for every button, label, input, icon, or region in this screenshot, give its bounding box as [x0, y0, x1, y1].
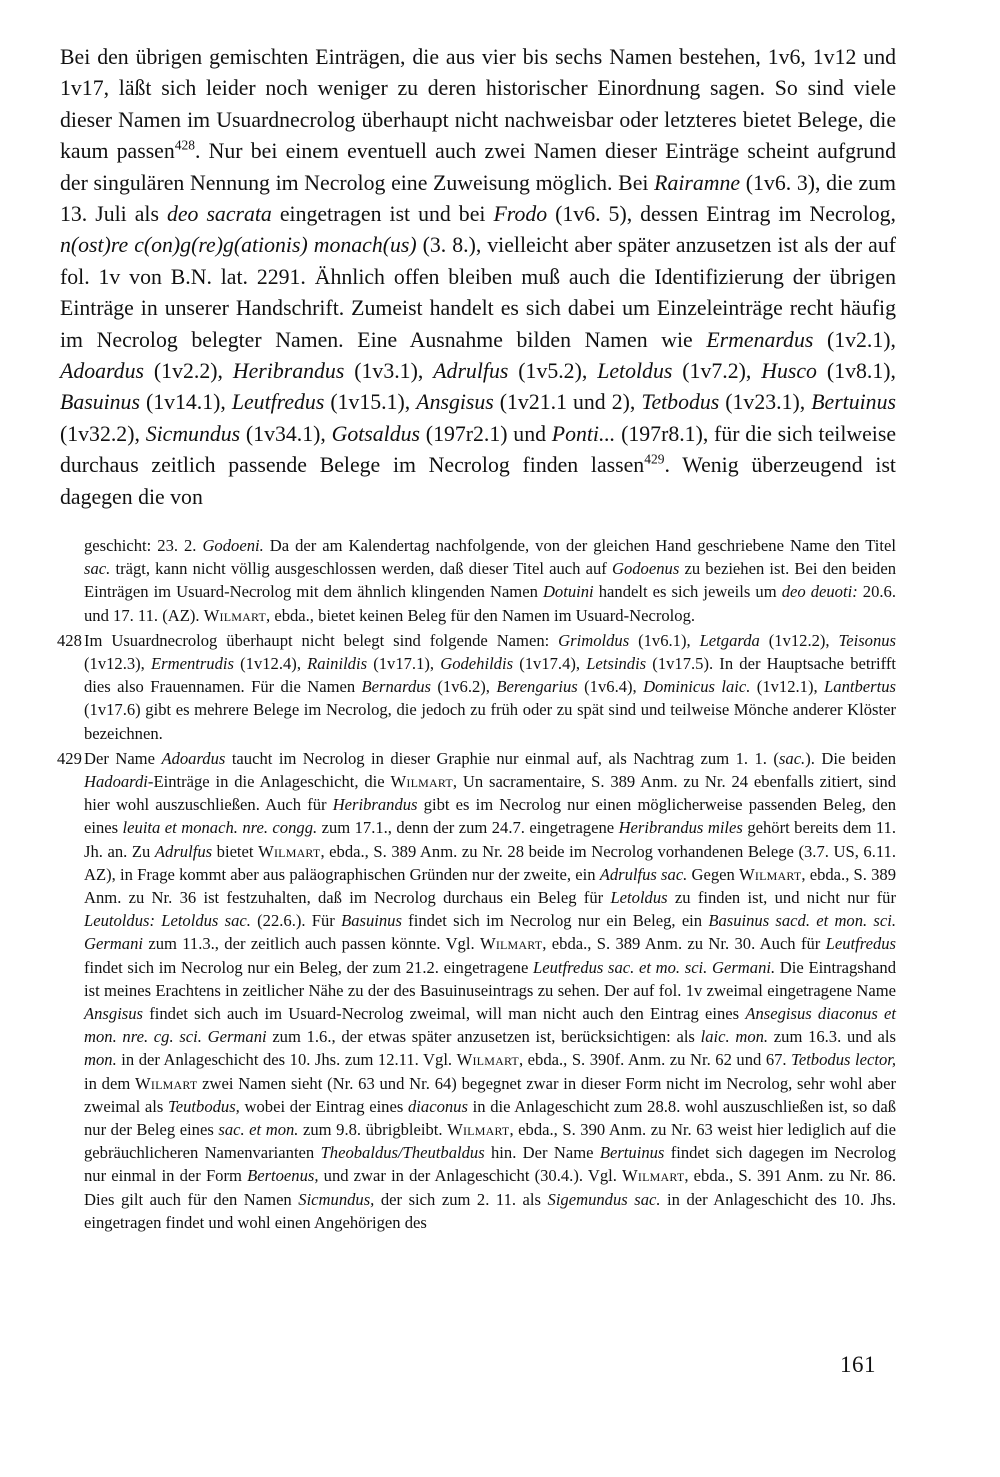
italic-text: Ansgisus	[84, 1004, 144, 1024]
text-segment: (1v21.1 und 2),	[493, 390, 642, 415]
page-number: 161	[840, 1352, 876, 1377]
text-segment: findet sich dagegen im Necrolog nur einmal in der Form	[84, 1143, 901, 1186]
text-segment: , ebda., S. 389 Anm. zu Nr. 28 beide im Necrolog vorhandenen Belege (3.7. US, 6.11. AZ), in Frage kommt aber aus paläographischen Gründen nur der zweite, ein	[84, 841, 900, 884]
text-segment: (1v6.4),	[577, 677, 644, 697]
text-segment: (197r2.1) und	[420, 421, 552, 446]
main-text	[60, 42, 902, 513]
text-segment: findet sich auch im Usuard-Necrolog zweimal, will man nicht auch den Eintrag eines	[143, 1004, 746, 1024]
text-segment: (1v32.2),	[60, 390, 902, 446]
text-segment: (1v12.1),	[750, 677, 825, 697]
text-segment: zu finden ist, und nicht nur für	[667, 888, 901, 908]
italic-text: Leutfredus	[825, 934, 897, 954]
italic-text: Rainildis	[307, 654, 368, 674]
text-segment: zu beziehen ist. Bei den beiden Einträgen im Usuard-Necrolog mit dem ähnlich klingenden Namen	[84, 559, 901, 602]
italic-text: sac.	[84, 559, 111, 579]
italic-text: Rairamne	[654, 170, 741, 195]
italic-text: Adoardus	[161, 748, 226, 768]
footnote	[57, 747, 901, 1234]
text-segment: zwei Namen sieht (Nr. 63 und Nr. 64) begegnet zwar in dieser Form nicht im Necrolog, sehr wohl aber zweimal als	[84, 1073, 901, 1116]
italic-text: Ponti...	[551, 421, 616, 446]
italic-text: Husco	[761, 359, 817, 384]
italic-text: Tetbodus	[641, 390, 720, 415]
text-segment: . Wenig überzeugend ist dagegen die von	[60, 453, 902, 509]
text-segment: (1v2.2),	[143, 359, 233, 384]
italic-text: Basuinus	[341, 911, 402, 931]
footnote	[57, 629, 901, 745]
italic-text: laic. mon.	[700, 1027, 769, 1047]
italic-text: Ermenardus	[706, 327, 814, 352]
text-segment: , ebda., S. 390f. Anm. zu Nr. 62 und 67.	[518, 1050, 792, 1070]
text-segment: findet sich im Necrolog nur ein Beleg, ein	[401, 911, 709, 931]
italic-text: Lantbertus	[824, 677, 896, 697]
text-segment: geschicht: 23. 2.	[84, 536, 203, 555]
text-segment: Die Eintragshand ist meines Erachtens in zeitlicher Nähe zu der des Basuinuseintrags zu sehen. Der auf fol. 1v zweimal eingetragene Name	[84, 957, 901, 1000]
italic-text: Heribrandus	[232, 359, 345, 384]
text-segment: (1v8.1),	[816, 359, 902, 384]
footnote-number: 428	[57, 630, 82, 650]
text-segment: (22.6.). Für	[250, 911, 342, 931]
author-name: Wilmart	[739, 864, 802, 884]
text-segment: (1v6.2),	[431, 677, 497, 697]
italic-text: deo sacrata	[166, 202, 272, 227]
text-segment: trägt, kann nicht völlig ausgeschlossen werden, daß dieser Titel auch auf	[110, 559, 612, 579]
italic-text: Tetbodus lector,	[791, 1050, 897, 1070]
italic-text: Adoardus	[60, 359, 144, 384]
italic-text: diaconus	[408, 1096, 468, 1116]
text-segment: (1v12.3),	[84, 630, 901, 674]
author-name: Wilmart	[390, 772, 453, 792]
text-segment: findet sich im Necrolog nur ein Beleg, der zum 21.2. eingetragene	[84, 934, 901, 977]
text-segment: , ebda., S. 389 Anm. zu Nr. 36 ist festzuhalten, daß im Necrolog durchaus ein Beleg für	[84, 864, 900, 908]
text-segment: in die Anlageschicht zum 28.8. wohl auszuschließen ist, so daß nur der Beleg eines	[84, 1096, 901, 1140]
text-segment: (1v14.1),	[139, 390, 232, 415]
italic-text: Godoeni.	[202, 536, 264, 555]
text-segment: Im Usuardnecrolog überhaupt nicht belegt sind folgende Namen:	[84, 630, 559, 650]
text-segment: zum 16.3. und als	[768, 1027, 901, 1047]
text-segment: (3. 8.), vielleicht aber später anzusetzen ist als der auf fol. 1v von B.N. lat. 2291. Ähnlich offen bleiben muß auch die Identifizierung der übrigen Einträge in unserer Handschrift. Zumeist handelt es sich dabei um Einzeleinträge recht häufig im Necrolog belegter Namen. Eine Ausnahme bilden Namen wie	[60, 233, 902, 352]
text-segment: zum 1.6., der etwas später anzusetzen ist, berücksichtigen: als	[266, 1027, 701, 1047]
italic-text: Letgarda	[699, 630, 760, 650]
italic-text: Bertuinus	[599, 1143, 665, 1163]
italic-text: Frodo	[493, 202, 548, 227]
text-segment: (1v15.1),	[324, 390, 417, 415]
text-segment: , ebda., bietet keinen Beleg für den Namen im Usuard-Necrolog.	[266, 605, 696, 625]
italic-text: Gotsaldus	[331, 421, 421, 446]
text-segment: in dem	[84, 1050, 901, 1093]
italic-text: Heribrandus	[332, 795, 418, 815]
italic-text: Letoldus	[597, 359, 673, 384]
author-name: Wilmart	[479, 934, 543, 954]
text-segment: (1v6. 3), die zum 13. Juli als	[60, 170, 902, 227]
italic-text: Teutbodus,	[168, 1096, 240, 1116]
italic-text: Leutfredus sac. et mo. sci. Germani.	[533, 957, 776, 977]
text-segment: (1v6. 5), dessen Eintrag im Necrolog,	[547, 202, 902, 227]
italic-text: Sigemundus sac.	[547, 1189, 661, 1209]
text-segment: Bei den übrigen gemischten Einträgen, die aus vier bis sechs Namen bestehen, 1v6, 1v12 und 1v17, läßt sich leider noch weniger zu deren historischer Einordnung sagen. So sind viele dieser Namen im Usuardnecrolog überhaupt nicht nachweisbar oder letzteres bietet Belege, die kaum passen	[60, 45, 902, 164]
italic-text: Theobaldus/Theutbaldus	[320, 1143, 485, 1163]
author-name: Wilmart	[447, 1120, 510, 1140]
text-segment: (1v23.1),	[719, 390, 812, 415]
italic-text: Letsindis	[586, 654, 647, 674]
italic-text: deo deuoti:	[781, 582, 858, 602]
author-name: Wilmart	[622, 1166, 685, 1186]
text-segment: , ebda., S. 391 Anm. zu Nr. 86. Dies gilt auch für den Namen	[84, 1166, 901, 1209]
italic-text: mon.	[84, 1050, 117, 1070]
text-segment: (1v5.2),	[508, 359, 598, 384]
text-segment: bietet	[212, 841, 259, 861]
italic-text: Bernardus	[361, 677, 431, 697]
italic-text: Teisonus	[838, 630, 897, 650]
text-segment: (1v17.5). In der Hauptsache betrifft dies also Frauennamen. Für die Namen	[84, 654, 901, 697]
text-segment: in der Anlageschicht des 10. Jhs. zum 12.11. Vgl.	[116, 1050, 457, 1070]
text-segment: gehört bereits dem 11. Jh. an. Zu	[84, 818, 901, 861]
footnotes-section	[57, 534, 901, 1234]
text-segment: zum 9.8. übrigbleibt.	[298, 1120, 448, 1140]
italic-text: Leutoldus: Letoldus sac.	[84, 911, 251, 931]
footnote-ref: 428	[174, 137, 195, 153]
italic-text: Dominicus laic.	[643, 677, 751, 697]
italic-text: Godehildis	[440, 654, 514, 674]
text-segment: 20.6. und 17. 11. (AZ).	[84, 582, 901, 625]
text-segment: (1v34.1),	[240, 421, 332, 446]
text-segment: -Einträge in die Anlageschicht, die	[147, 772, 391, 792]
author-name: Wilmart	[135, 1073, 198, 1093]
text-segment: taucht im Necrolog in dieser Graphie nur einmal auf, als Nachtrag zum 1. 1. (	[225, 748, 779, 768]
text-segment: der sich zum 2. 11. als	[374, 1189, 548, 1209]
italic-text: Sicmundus,	[298, 1189, 375, 1209]
italic-text: sac. et mon.	[218, 1120, 299, 1140]
italic-text: Godoenus	[611, 559, 680, 579]
italic-text: Heribrandus miles	[618, 818, 743, 838]
text-segment: Da der am Kalendertag nachfolgende, von der gleichen Hand geschriebene Name den Titel	[263, 536, 901, 555]
text-segment: (1v12.4),	[233, 654, 308, 674]
text-segment: , ebda., S. 390 Anm. zu Nr. 63 weist hier lediglich auf die gebräuchlicheren Namenvarianten	[84, 1120, 901, 1163]
text-segment: (1v17.4),	[513, 654, 587, 674]
text-segment: , ebda., S. 389 Anm. zu Nr. 30. Auch für	[542, 934, 826, 954]
text-segment: (1v17.1),	[367, 654, 441, 674]
text-segment: und zwar in der Anlageschicht (30.4.). Vgl.	[318, 1166, 623, 1186]
italic-text: Ansegisus diaconus et mon. nre. cg. sci. Germani	[84, 1004, 896, 1047]
italic-text: Berengarius	[496, 677, 578, 697]
text-segment: wobei der Eintrag eines	[239, 1096, 408, 1116]
italic-text: Letoldus	[610, 888, 668, 908]
italic-text: Ermentrudis	[151, 654, 234, 674]
footnote-ref: 429	[644, 452, 665, 468]
italic-text: n(ost)re c(on)g(re)g(ationis) monach(us)	[60, 233, 417, 258]
italic-text: sac.	[778, 748, 806, 768]
text-segment: zum 11.3., der zeitlich auch passen könnte. Vgl.	[143, 934, 480, 954]
text-segment: (197r8.1), für die sich teilweise durchaus zeitlich passende Belege im Necrolog finden lassen	[60, 421, 902, 478]
italic-text: Adrulfus	[433, 359, 509, 384]
text-segment: (1v3.1),	[344, 359, 434, 384]
author-name: Wilmart	[258, 841, 321, 861]
text-segment: ). Die beiden	[805, 748, 901, 768]
italic-text: Bertuinus	[811, 390, 896, 415]
italic-text: Ansgisus	[416, 390, 494, 415]
italic-text: Sicmundus	[145, 421, 241, 446]
italic-text: Adrulfus	[154, 841, 213, 861]
author-name: Wilmart	[456, 1050, 519, 1070]
author-name: Wilmart	[203, 605, 267, 625]
italic-text: Bertoenus,	[247, 1166, 319, 1186]
main-paragraph	[60, 42, 902, 513]
text-segment: (1v12.2),	[759, 630, 839, 650]
italic-text: Dotuini	[542, 582, 594, 602]
italic-text: Basuinus	[60, 390, 140, 415]
text-segment: Gegen	[687, 864, 740, 884]
text-segment: . Nur bei einem eventuell auch zwei Namen dieser Einträge scheint aufgrund der singulären Nennung im Necrolog eine Zuweisung möglich. Bei	[60, 139, 902, 195]
italic-text: Leutfredus	[231, 390, 325, 415]
text-segment: (1v6.1),	[629, 630, 700, 650]
italic-text: Adrulfus sac.	[599, 864, 688, 884]
text-segment: Der Name	[84, 748, 162, 768]
text-segment: zum 17.1., denn der zum 24.7. eingetragene	[317, 818, 619, 838]
italic-text: leuita et monach. nre. congg.	[122, 818, 318, 838]
text-segment: (1v17.6) gibt es mehrere Belege im Necrolog, die jedoch zu früh oder zu spät sind und teilweise Mönche anderer Klöster bezeichnen.	[84, 677, 901, 743]
text-segment: handelt es sich jeweils um	[593, 582, 782, 602]
text-segment: (1v7.2),	[672, 359, 762, 384]
italic-text: Basuinus sacd. et mon. sci. Germani	[84, 911, 896, 954]
text-segment: eingetragen ist und bei	[271, 202, 494, 227]
text-segment: , Un sacramentaire, S. 389 Anm. zu Nr. 24 ebenfalls zitiert, sind hier wohl auszuschließen. Auch für	[84, 772, 901, 815]
text-segment: gibt es im Necrolog nur einen möglicherweise passenden Beleg, den eines	[84, 795, 901, 838]
italic-text: Hadoardi	[84, 772, 148, 792]
italic-text: Grimoldus	[558, 630, 630, 650]
text-segment: hin. Der Name	[484, 1143, 600, 1163]
footnote-continuation	[62, 534, 901, 627]
text-segment: in der Anlageschicht des 10. Jhs. eingetragen findet und wohl einen Angehörigen des	[84, 1189, 901, 1232]
text-segment: (1v2.1),	[813, 327, 902, 352]
footnote-number: 429	[57, 748, 82, 768]
